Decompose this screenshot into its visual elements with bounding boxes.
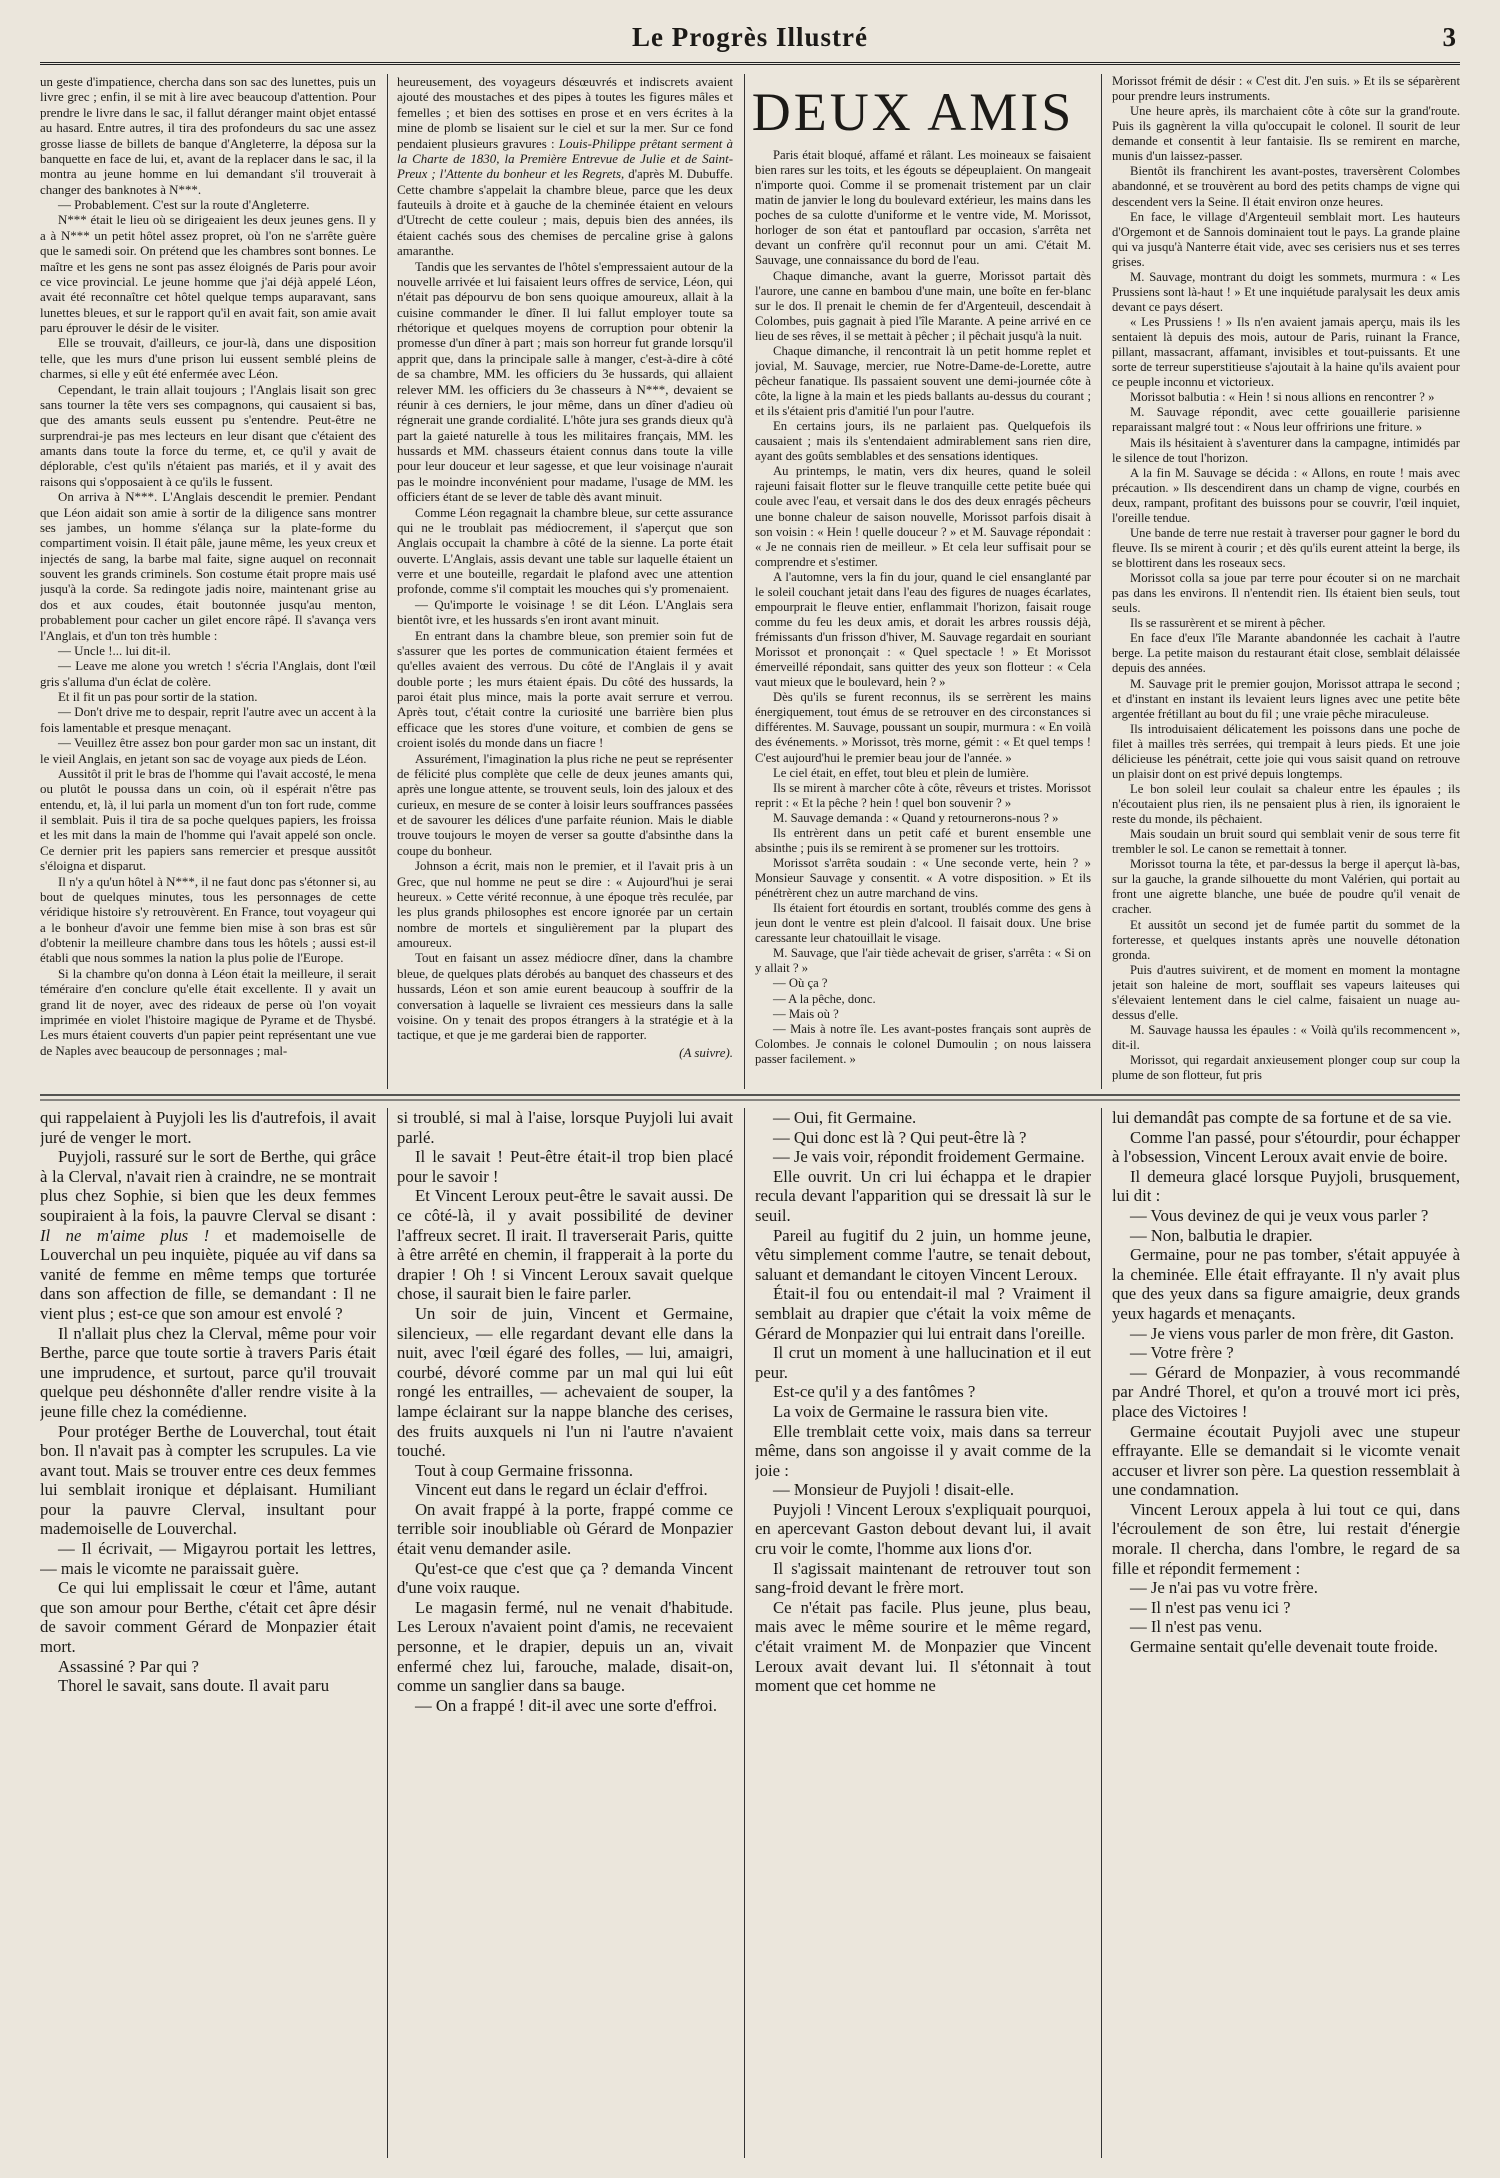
paragraph: Il n'allait plus chez la Clerval, même pour voir Berthe, parce que toute sortie à travers Paris était une imprudence, et surtout, parce qu'il trouvait quelque peu déshonnête d'aller rendre visite à la jeune fille chez la comédienne.: [40, 1323, 376, 1421]
paragraph: Morissot frémit de désir : « C'est dit. J'en suis. » Et ils se séparèrent pour prendre leurs instruments.: [1112, 74, 1460, 104]
paragraph: si troublé, si mal à l'aise, lorsque Puyjoli lui avait parlé.: [397, 1108, 733, 1147]
paragraph: La voix de Germaine le rassura bien vite.: [773, 1401, 1049, 1421]
paragraph: Ce n'était pas facile. Plus jeune, plus beau, mais avec le même sourire et le même regard, c'était vraiment M. de Monpazier que Vincent Leroux avait devant lui. Il s'étonnait à tout moment que cet homme ne: [755, 1597, 1091, 1696]
masthead: Le Progrès Illustré: [632, 22, 868, 52]
paragraph: Elle tremblait cette voix, mais dans sa terreur même, dans son angoisse il y avait comme de la joie :: [755, 1421, 1091, 1480]
paragraph: Elle ouvrit. Un cri lui échappa et le drapier recula devant l'apparition qui se dressait là sur le seuil.: [755, 1166, 1091, 1225]
paragraph: Une bande de terre nue restait à traverser pour gagner le bord du fleuve. Ils se mirent à courir ; et dès qu'ils eurent atteint la berge, ils se blottirent dans les roseaux secs.: [1112, 525, 1460, 570]
serial-top-column-2: [397, 74, 733, 1089]
paragraph: Bientôt ils franchirent les avant-postes, traversèrent Colombes abandonné, et se trouvèrent au bord des petits champs de vigne qui descendent vers la Seine. Il était environ onze heures.: [1112, 164, 1460, 209]
paragraph: — Non, balbutia le drapier.: [1130, 1225, 1313, 1245]
paragraph: — Probablement. C'est sur la route d'Angleterre.: [58, 197, 310, 212]
section-divider: [40, 1092, 1460, 1104]
italic-text: Il ne m'aime plus !: [40, 1225, 210, 1245]
paragraph: — Qui donc est là ? Qui peut-être là ?: [773, 1127, 1027, 1147]
paragraph: Était-il fou ou entendait-il mal ? Vraiment il semblait au drapier que c'était la voix même de Gérard de Monpazier qui lui entrait dans l'oreille.: [755, 1284, 1091, 1343]
paragraph: — Je viens vous parler de mon frère, dit Gaston.: [1130, 1323, 1454, 1343]
paragraph: Ils se mirent à marcher côte à côte, rêveurs et tristes. Morissot reprit : « Et la pêche ? hein ! quel bon souvenir ? »: [755, 780, 1091, 810]
paragraph: On avait frappé à la porte, frappé comme ce terrible soir inoubliable où Gérard de Monpazier était venu demander asile.: [397, 1499, 733, 1559]
paragraph: Ce qui lui emplissait le cœur et l'âme, autant que son amour pour Berthe, c'était cet âpre désir de savoir comment Gérard de Monpazier était mort.: [40, 1578, 376, 1657]
italic-text: Louis-Philippe prêtant serment à la Charte de 1830, la Première Entrevue de Julie et de Saint-Preux ; l'Attente du bonheur et les Regrets,: [397, 135, 733, 182]
text-run: d'après M. Dubuffe. Cette chambre s'appelait la chambre bleue, parce que les deux fauteuils à droite et à gauche de la cheminée étaient en velours d'Utrecht de cette couleur ; mais, depuis bien des années, ils étaient cachés sous des chemises de percaline grise à galons amaranthe.: [397, 166, 733, 259]
paragraph: Aussitôt il prit le bras de l'homme qui l'avait accosté, le mena ou plutôt le poussa dans un coin, où il espérait n'être pas entendu, et, là, il lui parla un moment d'un ton fort rude, comme il semblait. Puis il tira de sa poche quelques papiers, les froissa et les mit dans la main de l'homme qui l'avait appelé son oncle. Ce dernier prit les papiers sans remercier et presque aussitôt s'éloigna et disparut.: [40, 765, 376, 874]
paragraph: — Veuillez être assez bon pour garder mon sac un instant, dit le vieil Anglais, en jetant son sac de voyage aux pieds de Léon.: [40, 735, 376, 766]
paragraph: Si la chambre qu'on donna à Léon était la meilleure, il serait téméraire d'en conclure qu'elle était excellente. Il y avait un grand lit de noyer, avec des rideaux de perse où l'on voyait imprimée en violet l'histoire magique de Pyrame et de Thysbé. Les murs étaient couverts d'un papier peint représentant une vue de Naples avec beaucoup de personnages ; mal-: [40, 965, 376, 1058]
paragraph: — Je n'ai pas vu votre frère.: [1130, 1578, 1318, 1598]
paragraph: — Vous devinez de qui je veux vous parler ?: [1130, 1205, 1429, 1225]
paragraph: [40, 1147, 376, 1323]
paragraph: Vincent Leroux appela à lui tout ce qui, dans l'écroulement de son être, lui restait d'énergie morale. Il chercha, dans l'ombre, le regard de sa fille et répondit fermement :: [1112, 1499, 1460, 1578]
column-divider: [387, 1108, 388, 2158]
paragraph: — Il n'est pas venu.: [1130, 1617, 1263, 1637]
paragraph: Ils entrèrent dans un petit café et burent ensemble une absinthe ; puis ils se remirent à se promener sur les trottoirs.: [755, 825, 1091, 855]
paragraph: — On a frappé ! dit-il avec une sorte d'effroi.: [415, 1695, 718, 1715]
paragraph: M. Sauvage, que l'air tiède achevait de griser, s'arrêta : « Si on y allait ? »: [755, 946, 1091, 976]
paragraph: En entrant dans la chambre bleue, son premier soin fut de s'assurer que les portes de communication étaient fermées et qu'elles avaient des verrous. Du côté de l'Anglais il y avait double porte ; les murs étaient épais. Du côté des hussards, la paroi était plus mince, mais la porte avait serrure et verrou. Après tout, c'était contre la curiosité une barrière bien plus efficace que les stores d'une voiture, et combien de gens se croient isolés du monde dans un fiacre !: [397, 627, 733, 751]
paragraph: lui demandât pas compte de sa fortune et de sa vie.: [1112, 1108, 1452, 1127]
paragraph: Il n'y a qu'un hôtel à N***, il ne faut donc pas s'étonner si, au bout de quelques minutes, tous les personnages de cette véridique histoire s'y retrouvèrent. En France, tout voyageur qui a le bonheur d'avoir une femme bien mise à son bras est sûr d'obtenir la meilleure chambre dans tous les hôtels ; aussi est-il établi que nous sommes la nation la plus polie de l'Europe.: [40, 873, 376, 966]
paragraph: En face, le village d'Argenteuil semblait mort. Les hauteurs d'Orgemont et de Sannois dominaient tout le pays. La grande plaine qui va jusqu'à Nanterre était vide, avec ses cerisiers nus et ses terres grises.: [1112, 209, 1460, 269]
paragraph: [397, 74, 733, 259]
paragraph: Tout à coup Germaine frissonna.: [415, 1460, 634, 1480]
paragraph: A l'automne, vers la fin du jour, quand le ciel ensanglanté par le soleil couchant jetait dans l'eau des figures de nuages écarlates, empourprait le fleuve entier, enflammait l'horizon, faisait rouge comme du feu les deux amis, et dorait les arbres roussis déjà, frémissants d'un frisson d'hiver, M. Sauvage regardait en souriant Morissot et prononçait : « Quel spectacle ! » Et Morissot émerveillé répondait, sans quitter des yeux son flotteur : « Cela vaut mieux que le boulevard, hein ? »: [755, 569, 1091, 690]
paragraph: Qu'est-ce que c'est que ça ? demanda Vincent d'une voix rauque.: [397, 1558, 733, 1598]
paragraph: Mais soudain un bruit sourd qui semblait venir de sous terre fit trembler le sol. Le canon se remettait à tonner.: [1112, 827, 1460, 857]
paragraph: Morissot colla sa joue par terre pour écouter si on ne marchait pas dans les environs. Il n'entendit rien. Ils étaient bien seuls, tout seuls.: [1112, 571, 1460, 616]
paragraph: — Il écrivait, — Migayrou portait les lettres, — mais le vicomte ne paraissait guère.: [40, 1539, 376, 1578]
column-divider: [387, 74, 388, 1089]
paragraph: Germaine sentait qu'elle devenait toute froide.: [1130, 1637, 1438, 1657]
paragraph: Ils introduisaient délicatement les poissons dans une poche de filet à mailles très serrées, qui trempait à leurs pieds. Et une joie délicieuse les pénétrait, cette joie qui vous saisit quand on retrouve un plaisir dont on est privé depuis longtemps.: [1112, 721, 1460, 781]
paragraph: En face d'eux l'île Marante abandonnée les cachait à l'autre berge. La petite maison du restaurant était close, semblait délaissée depuis des années.: [1112, 631, 1460, 676]
paragraph: M. Sauvage demanda : « Quand y retournerons-nous ? »: [773, 810, 1059, 825]
to-be-continued: (A suivre).: [679, 1044, 733, 1060]
paragraph: — A la pêche, donc.: [773, 991, 876, 1006]
column-divider: [1101, 74, 1102, 1089]
paragraph: Et il fit un pas pour sortir de la station.: [58, 689, 258, 704]
paragraph: Puis d'autres suivirent, et de moment en moment la montagne jetait son haleine de mort, soufflait ses vapeurs laiteuses qui s'élevaient lentement dans le ciel calme, faisaient un nuage au-dessus d'elle.: [1112, 962, 1460, 1022]
serial-top-column-1: [40, 74, 376, 1089]
paragraph: Thorel le savait, sans doute. Il avait paru: [58, 1676, 330, 1696]
paragraph: Cependant, le train allait toujours ; l'Anglais lisait son grec sans tourner la tête vers ses compagnons, qui causaient si bas, que des amants seuls eussent pu s'entendre. Peut-être ne surprendrai-je pas mes lecteurs en leur disant que c'étaient des amants dans toute la force du terme, et, ce qu'il y avait de déplorable, c'est qu'ils n'étaient pas mariés, et il y avait des raisons qui s'opposaient à ce qu'ils le fussent.: [40, 381, 376, 489]
story-title: DEUX AMIS: [751, 82, 1075, 142]
paragraph: Dès qu'ils se furent reconnus, ils se serrèrent les mains énergiquement, tout émus de se retrouver en des circonstances si différentes. M. Sauvage, poussant un soupir, murmura : « En voilà des événements. » Morissot, très morne, gémit : « Et quel temps ! C'est aujourd'hui le premier beau jour de l'année. »: [755, 690, 1091, 765]
paragraph: Morissot balbutia : « Hein ! si nous allions en rencontrer ? »: [1130, 390, 1435, 405]
paragraph: un geste d'impatience, chercha dans son sac des lunettes, puis un livre grec ; enfin, il se mit à lire avec beaucoup d'attention. Pour prendre le livre dans le sac, il fallut déranger maint objet entassé au hasard. Entre autres, il tira des profondeurs du sac une assez grosse liasse de billets de banque d'Angleterre, la déposa sur la banquette en face de lui, et, avant de la replacer dans le sac, il la montra au jeune homme en lui demandant s'il trouverait à changer des banknotes à N***.: [40, 74, 376, 197]
paragraph: Il crut un moment à une hallucination et il eut peur.: [755, 1343, 1091, 1382]
paragraph: Une heure après, ils marchaient côte à côte sur la grand'route. Puis ils gagnèrent la villa qu'occupait le colonel. Il sourit de leur demande et consentit à leur fantaisie. Ils se remirent en marche, munis d'un laissez-passer.: [1112, 104, 1460, 164]
paragraph: Pour protéger Berthe de Louverchal, tout était bon. Il n'avait pas à compter les scrupules. La vie avant tout. Mais se trouver entre ces deux femmes lui semblait ironique et déplaisant. Humiliant pour la pauvre Clerval, insultant pour mademoiselle de Louverchal.: [40, 1421, 376, 1539]
header-rule: [40, 62, 1460, 65]
paragraph: En certains jours, ils ne parlaient pas. Quelquefois ils causaient ; mais ils s'entendaient admirablement sans rien dire, ayant des goûts semblables et des sensations identiques.: [755, 419, 1091, 464]
paragraph: « Les Prussiens ! » Ils n'en avaient jamais aperçu, mais ils les sentaient là depuis des mois, autour de Paris, ruinant la France, pillant, massacrant, affamant, invisibles et tout-puissants. Et une sorte de terreur superstitieuse s'ajoutait à la haine qu'ils avaient pour ce peuple inconnu et victorieux.: [1112, 315, 1460, 390]
paragraph: M. Sauvage, montrant du doigt les sommets, murmura : « Les Prussiens sont là-haut ! » Et une inquiétude paralysait les deux amis devant ce pays désert.: [1112, 269, 1460, 314]
paragraph: — Leave me alone you wretch ! s'écria l'Anglais, dont l'œil gris s'alluma d'un éclat de colère.: [40, 658, 376, 689]
paragraph: Ils se rassurèrent et se mirent à pêcher.: [1130, 616, 1326, 631]
serial-bottom-column-2: [397, 1108, 733, 2158]
page-header: [40, 18, 1460, 58]
paragraph: Germaine, pour ne pas tomber, s'était appuyée à la cheminée. Elle était effrayante. Il n'y avait plus que des yeux dans sa figure amaigrie, deux grands yeux hagards et menaçants.: [1112, 1245, 1460, 1323]
paragraph: Tandis que les servantes de l'hôtel s'empressaient autour de la nouvelle arrivée et lui faisaient leurs offres de service, Léon, qui n'était pas dépourvu de bon sens quoique amoureux, allait à la cuisine commander le dîner. Il lui fallut employer toute sa rhétorique et quelques moyens de corruption pour obtenir la promesse d'un dîner à part ; mais son horreur fut grande lorsqu'il apprit que, dans la principale salle à manger, c'est-à-dire à côté de sa chambre, MM. les officiers du 3e hussards, qui allaient relever MM. les officiers du 3e chasseurs à N***, devaient se réunir à ces derniers, le jour même, dans un dîner d'adieu où régnerait une grande cordialité. L'hôte jura ses grands dieux qu'à part la gaieté naturelle à tous les militaires français, MM. les hussards et MM. chasseurs étaient connus dans toute la ville pour leur douceur et leur sagesse, et que leur voisinage n'aurait pas le moindre inconvénient pour madame, l'usage de MM. les officiers étant de se lever de table dès avant minuit.: [397, 258, 733, 505]
paragraph: Comme l'an passé, pour s'étourdir, pour échapper à l'obsession, Vincent Leroux avait envie de boire.: [1112, 1127, 1460, 1167]
paragraph: Vincent eut dans le regard un éclair d'effroi.: [415, 1480, 708, 1500]
paragraph: Germaine écoutait Puyjoli avec une stupeur effrayante. Elle se demandait si le vicomte venait accuser et livrer son père. La question ressemblait à une condamnation.: [1112, 1421, 1460, 1500]
paragraph: Et aussitôt un second jet de fumée partit du sommet de la forteresse, et quelques instants après une nouvelle détonation gronda.: [1112, 917, 1460, 962]
paragraph: Il demeura glacé lorsque Puyjoli, brusquement, lui dit :: [1112, 1166, 1460, 1206]
paragraph: — Où ça ?: [773, 976, 828, 991]
paragraph: Le magasin fermé, nul ne venait d'habitude. Les Leroux n'avaient point d'amis, ne recevaient personne, et le drapier, depuis un an, vivait enfermé chez lui, farouche, malade, disait-on, comme un sanglier dans sa bauge.: [397, 1597, 733, 1696]
paragraph: Morissot, qui regardait anxieusement plonger coup sur coup la plume de son flotteur, fut pris: [1112, 1053, 1460, 1083]
page-number: 3: [1442, 22, 1456, 52]
paragraph: N*** était le lieu où se dirigeaient les deux jeunes gens. Il y a à N*** un petit hôtel assez propret, où l'on ne s'arrête guère que le samedi soir. On prétend que les chambres sont bonnes. Le maître et les gens ne sont pas assez éloignés de Paris pour avoir ce vice provincial. Le jeune homme que j'ai déjà appelé Léon, avait été reconnaître cet hôtel quelque temps auparavant, sans lunettes bleues, et sur le rapport qu'il en avait fait, son amie avait paru éprouver le désir de le visiter.: [40, 212, 376, 335]
story-column-1: [755, 148, 1091, 1089]
paragraph: Il le savait ! Peut-être était-il trop bien placé pour le savoir !: [397, 1147, 733, 1186]
serial-bottom-column-1: [40, 1108, 376, 2158]
paragraph: M. Sauvage prit le premier goujon, Morissot attrapa le second ; et d'instant en instant ils levaient leurs lignes avec une petite bête argentée frétillant au bout du fil ; une vraie pêche miraculeuse.: [1112, 676, 1460, 721]
paragraph: Le ciel était, en effet, tout bleu et plein de lumière.: [773, 765, 1029, 780]
paragraph: A la fin M. Sauvage se décida : « Allons, en route ! mais avec précaution. » Ils descendirent dans un champ de vigne, courbés en deux, rampant, profitant des buissons pour se couvrir, l'œil inquiet, l'oreille tendue.: [1112, 465, 1460, 525]
paragraph: — Oui, fit Germaine.: [773, 1108, 917, 1127]
paragraph: M. Sauvage haussa les épaules : « Voilà qu'ils recommencent », dit-il.: [1112, 1022, 1460, 1052]
paragraph: Chaque dimanche, avant la guerre, Morissot partait dès l'aurore, une canne en bambou d'une main, une boîte en fer-blanc sur le dos. Il prenait le chemin de fer d'Argenteuil, descendait à Colombes, puis gagnait à pied l'île Marante. A peine arrivé en ce lieu de ses rêves, il se mettait à pêcher ; il pêchait jusqu'à la nuit.: [755, 268, 1091, 343]
paragraph: Un soir de juin, Vincent et Germaine, silencieux, — elle regardant devant elle dans la nuit, avec l'œil égaré des folles, — lui, amaigri, courbé, dévoré comme par un mal qui lui eût rongé les entrailles, — achevaient de souper, la lampe éclairant sur la nappe blanche des cerises, des fruits auxquels ni l'un ni l'autre n'avaient touché.: [397, 1303, 733, 1461]
column-divider: [744, 74, 745, 1089]
paragraph: — Il n'est pas venu ici ?: [1130, 1597, 1291, 1617]
paragraph: Ils étaient fort étourdis en sortant, troublés comme des gens à jeun dont le ventre est plein d'alcool. Il faisait doux. Une brise caressante leur chatouillait le visage.: [755, 901, 1091, 946]
paragraph: — Mais à notre île. Les avant-postes français sont auprès de Colombes. Je connais le colonel Dumoulin ; on nous laissera passer facilement. »: [755, 1021, 1091, 1066]
paragraph: qui rappelaient à Puyjoli les lis d'autrefois, il avait juré de venger le mort.: [40, 1108, 376, 1147]
paragraph: Est-ce qu'il y a des fantômes ?: [773, 1382, 976, 1402]
paragraph: — Don't drive me to despair, reprit l'autre avec un accent à la fois lamentable et presque menaçant.: [40, 704, 376, 735]
paragraph: Morissot tourna la tête, et par-dessus la berge il aperçut là-bas, sur la gauche, la grande silhouette du mont Valérien, qui portait au front une aigrette blanche, une buée de poudre qu'il venait de cracher.: [1112, 857, 1460, 917]
serial-bottom-column-4: [1112, 1108, 1460, 2158]
text-run: et mademoiselle de Louverchal un peu inquiète, piquée au vif dans sa vanité de femme en même temps que torturée dans son affection de fille, se demandant : Il ne vient plus ; est-ce que son amour est envolé ?: [40, 1225, 376, 1323]
paragraph: Johnson a écrit, mais non le premier, et il l'avait pris à un Grec, que nul homme ne peut se dire : « Aujourd'hui je serai heureux. » Cette vérité reconnue, à une époque très reculée, par les plus grands philosophes est encore ignorée par un certain nombre de mortels et singulièrement par la plupart des amoureux.: [397, 858, 733, 950]
text-run: heureusement, des voyageurs désœuvrés et indiscrets avaient ajouté des moustaches et des pipes à toutes les figures mâles et femelles ; et bien des sottises en prose et en vers écrites à la mine de plomb se lisaient sur le ciel et sur la mer. Sur ce fond pendaient plusieurs gravures :: [397, 74, 733, 151]
paragraph: Chaque dimanche, il rencontrait là un petit homme replet et jovial, M. Sauvage, mercier, rue Notre-Dame-de-Lorette, autre pêcheur fanatique. Ils passaient souvent une demi-journée côte à côte, la ligne à la main et les pieds ballants au-dessus du courant ; et ils s'étaient pris d'amitié l'un pour l'autre.: [755, 343, 1091, 419]
paragraph: Puyjoli ! Vincent Leroux s'expliquait pourquoi, en apercevant Gaston debout devant lui, il avait cru voir le comte, l'homme aux lions d'or.: [755, 1499, 1091, 1559]
paragraph: Mais ils hésitaient à s'aventurer dans la campagne, intimidés par le silence de tout l'horizon.: [1112, 435, 1460, 465]
paragraph: Elle se trouvait, d'ailleurs, ce jour-là, dans une disposition telle, que les murs d'une prison lui eussent semblé pleins de charmes, si elle y eût été enfermée avec Léon.: [40, 335, 376, 382]
column-divider: [744, 1108, 745, 2158]
paragraph: M. Sauvage répondit, avec cette gouaillerie parisienne reparaissant malgré tout : « Nous leur offririons une friture. »: [1112, 405, 1460, 435]
paragraph: Morissot s'arrêta soudain : « Une seconde verte, hein ? » Monsieur Sauvage y consentit. « A votre disposition. » Et ils pénétrèrent chez un autre marchand de vins.: [755, 855, 1091, 901]
paragraph: Et Vincent Leroux peut-être le savait aussi. De ce côté-là, il y avait possibilité de deviner l'affreux secret. Il irait. Il traverserait Paris, quitte à être arrêté en chemin, il frapperait à la porte du drapier ! Oh ! si Vincent Leroux savait quelque chose, il saurait bien le faire parler.: [397, 1186, 733, 1304]
paragraph: Le bon soleil leur coulait sa chaleur entre les épaules ; ils n'écoutaient plus rien, ils ne pensaient plus à rien, ils ignoraient le reste du monde, ils pêchaient.: [1112, 781, 1460, 827]
paragraph: Il s'agissait maintenant de retrouver tout son sang-froid devant le frère mort.: [755, 1558, 1091, 1598]
column-divider: [1101, 1108, 1102, 2158]
paragraph: On arriva à N***. L'Anglais descendit le premier. Pendant que Léon aidait son amie à sortir de la diligence sans montrer ses jambes, un homme s'élança sur la plate-forme du compartiment voisin. Il était pâle, jaune même, les yeux creux et injectés de sang, la barbe mal faite, signe auquel on reconnait souvent les grands criminels. Son costume était propre mais usé jusqu'à la corde. Sa redingote jadis noire, maintenant grise au dos et aux coudes, était boutonnée jusqu'au menton, probablement pour cacher un gilet encore râpé. Il s'avança vers l'Anglais, et d'un ton très humble :: [40, 489, 376, 643]
paragraph: — Mais où ?: [773, 1006, 839, 1021]
paragraph: Pareil au fugitif du 2 juin, un homme jeune, vêtu simplement comme l'autre, se tenait debout, saluant et demandant le citoyen Vincent Leroux.: [755, 1225, 1091, 1284]
paragraph: Assassiné ? Par qui ?: [58, 1656, 199, 1676]
paragraph: — Monsieur de Puyjoli ! disait-elle.: [773, 1480, 1015, 1500]
paragraph: — Je vais voir, répondit froidement Germaine.: [773, 1147, 1085, 1167]
paragraph: — Votre frère ?: [1130, 1343, 1234, 1363]
paragraph: — Gérard de Monpazier, à vous recommandé par André Thorel, et qu'on a trouvé mort ici près, place des Victoires !: [1112, 1362, 1460, 1421]
story-column-2: [1112, 74, 1460, 1089]
serial-bottom-column-3: [755, 1108, 1091, 2158]
paragraph: — Uncle !... lui dit-il.: [58, 642, 171, 658]
paragraph: Tout en faisant un assez médiocre dîner, dans la chambre bleue, de quelques plats dérobés au banquet des chasseurs et des hussards, Léon et son amie eurent beaucoup à souffrir de la conversation à laquelle se livraient ces messieurs dans la salle voisine. On y tenait des propos étrangers à la stratégie et à la tactique, et que je me garderai bien de rapporter.: [397, 950, 733, 1043]
paragraph: Comme Léon regagnait la chambre bleue, sur cette assurance qui ne le troublait pas médiocrement, il s'aperçut que son Anglais occupait la chambre à côté de la sienne. La porte était ouverte. L'Anglais, assis devant une table sur laquelle étaient un verre et une bouteille, regardait le plafond avec une attention profonde, comme s'il comptait les mouches qui s'y promenaient.: [397, 504, 733, 597]
paragraph: Assurément, l'imagination la plus riche ne peut se représenter de félicité plus complète que celle de deux jeunes amants qui, après une longue attente, se trouvent seuls, loin des jaloux et des curieux, en mesure de se conter à loisir leurs souffrances passées et de savourer les délices d'une parfaite réunion. Mais le diable trouve toujours le moyen de verser sa goutte d'absinthe dans la coupe du bonheur.: [397, 750, 733, 858]
text-run: Puyjoli, rassuré sur le sort de Berthe, qui grâce à la Clerval, n'avait rien à craindre, ne se montrait plus chez Sophie, si bien que les deux femmes soupiraient à la fois, la pauvre Clerval se disant :: [40, 1147, 376, 1225]
paragraph: Paris était bloqué, affamé et râlant. Les moineaux se faisaient bien rares sur les toits, et les égouts se dépeuplaient. On mangeait n'importe quoi. Comme il se promenait tristement par un clair matin de janvier le long du boulevard extérieur, les mains dans les poches de sa culotte d'uniforme et le ventre vide, M. Morissot, horloger de son état et pantouflard par occasion, s'arrêta net devant un confrère qu'il reconnut pour un ami. C'était M. Sauvage, une connaissance du bord de l'eau.: [755, 148, 1091, 268]
paragraph: — Qu'importe le voisinage ! se dit Léon. L'Anglais sera bientôt ivre, et les hussards s'en iront avant minuit.: [397, 596, 733, 628]
paragraph: Au printemps, le matin, vers dix heures, quand le soleil rajeuni faisait flotter sur le fleuve tranquille cette petite buée qui coule avec l'eau, et versait dans le dos des deux enragés pêcheurs une bonne chaleur de saison nouvelle, Morissot parfois disait à son voisin : « Hein ! quelle douceur ? » et M. Sauvage répondait : « Je ne connais rien de meilleur. » Et cela leur suffisait pour se comprendre et s'estimer.: [755, 464, 1091, 569]
